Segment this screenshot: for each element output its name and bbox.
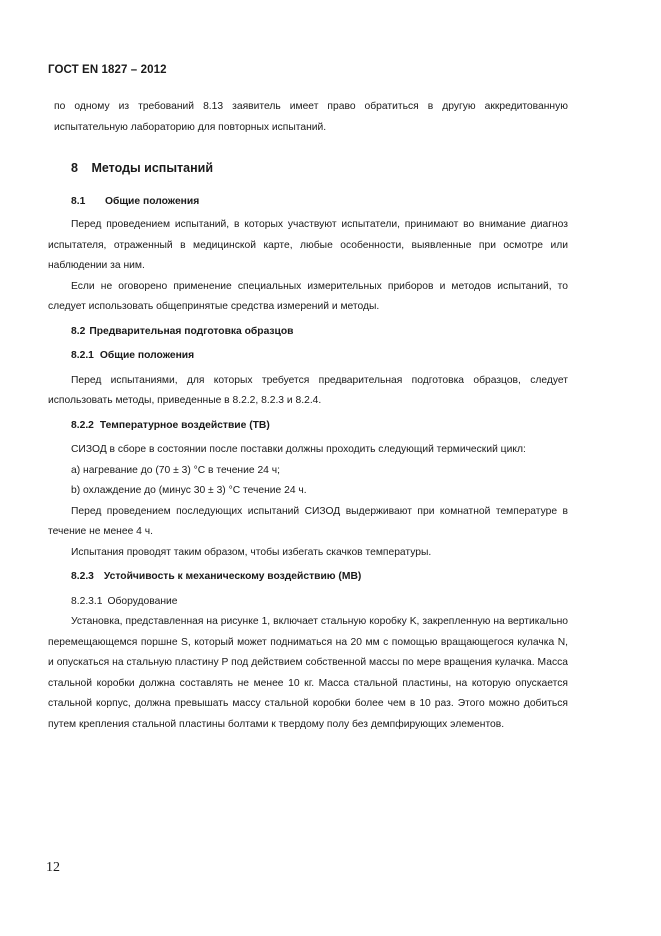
section-8-2-3-title: Устойчивость к механическому воздействию (МВ) — [103, 571, 362, 582]
section-8-2-1-heading — [48, 346, 568, 367]
section-8-2-2-paragraph-2: Перед проведением последующих испытаний СИЗОД выдерживают при комнатной температуре в течение не менее 4 ч. — [48, 505, 568, 537]
section-8-2-1-title: Общие положения — [99, 350, 195, 361]
section-8-2-number: 8.2 — [71, 325, 86, 337]
section-8-2-2-paragraph-3: Испытания проводят таким образом, чтобы избегать скачков температуры. — [71, 546, 432, 558]
page-number: 12 — [46, 860, 60, 875]
intro-paragraph: по одному из требований 8.13 заявитель имеет право обратиться в другую аккредитованную испытательную лабораторию для повторных испытаний. — [54, 101, 568, 133]
section-8-2-3-1-heading — [48, 592, 568, 613]
section-8-2-3-1-number: 8.2.3.1 — [71, 595, 103, 607]
section-8-2-2-heading — [48, 416, 568, 437]
section-8-2-heading — [48, 322, 568, 343]
section-8-2-1-paragraph: Перед испытаниями, для которых требуется предварительная подготовка образцов, следует использовать методы, приведенные в 8.2.2, 8.2.3 и 8.2.4. — [48, 374, 568, 406]
section-8-2-2-paragraph-1: СИЗОД в сборе в состоянии после поставки должны проходить следующий термический цикл: — [71, 444, 526, 455]
section-8-2-3-1-paragraph: Установка, представленная на рисунке 1, включает стальную коробку K, закрепленную на вертикально перемещающемся поршне S, который может подниматься на 20 мм с помощью вращающегося кулачка N, и опускаться на стальную пластину P под действием собственной массы по мере вращения кулачка. Масса стальной коробки должна составлять не менее 10 кг. Масса стальной пластины, на которую опускается стальной корпус, должна превышать массу стальной коробки более чем в 10 раз. Этого можно добиться путем крепления стальной пластины болтами к твердому полу без демпфирующих элементов. — [48, 616, 568, 730]
section-8-1-number: 8.1 — [71, 195, 86, 207]
section-8-2-3-1-title: Оборудование — [107, 595, 178, 607]
section-8-2-1-number: 8.2.1 — [71, 350, 94, 361]
document-header: ГОСТ EN 1827 – 2012 — [48, 64, 167, 76]
section-8-number: 8 — [71, 161, 78, 175]
section-8-1-paragraph-1: Перед проведением испытаний, в которых участвуют испытатели, принимают во внимание диагноз испытателя, отраженный в медицинской карте, любые особенности, выявленные при осмотре или наблюдении за ним. — [48, 219, 568, 271]
section-8-1-paragraph-2: Если не оговорено применение специальных измерительных приборов и методов испытаний, то следует использовать общепринятые средства измерений и методы. — [48, 280, 568, 312]
section-8-2-2-title: Температурное воздействие (ТВ) — [99, 419, 270, 431]
section-8-2-2-item-a: а) нагревание до (70 ± 3) °С в течение 24 ч; — [71, 464, 280, 476]
section-8-2-3-number: 8.2.3 — [71, 571, 94, 582]
section-8-1-heading — [48, 192, 568, 213]
section-8-title: Методы испытаний — [91, 161, 214, 175]
section-8-heading — [48, 158, 568, 179]
page-content — [48, 97, 568, 735]
section-8-2-title: Предварительная подготовка образцов — [89, 325, 294, 337]
section-8-1-title: Общие положения — [105, 195, 200, 207]
section-8-2-3-heading — [48, 567, 568, 588]
section-8-2-2-number: 8.2.2 — [71, 419, 94, 431]
section-8-2-2-item-b: b) охлаждение до (минус 30 ± 3) °С течение 24 ч. — [71, 485, 307, 496]
